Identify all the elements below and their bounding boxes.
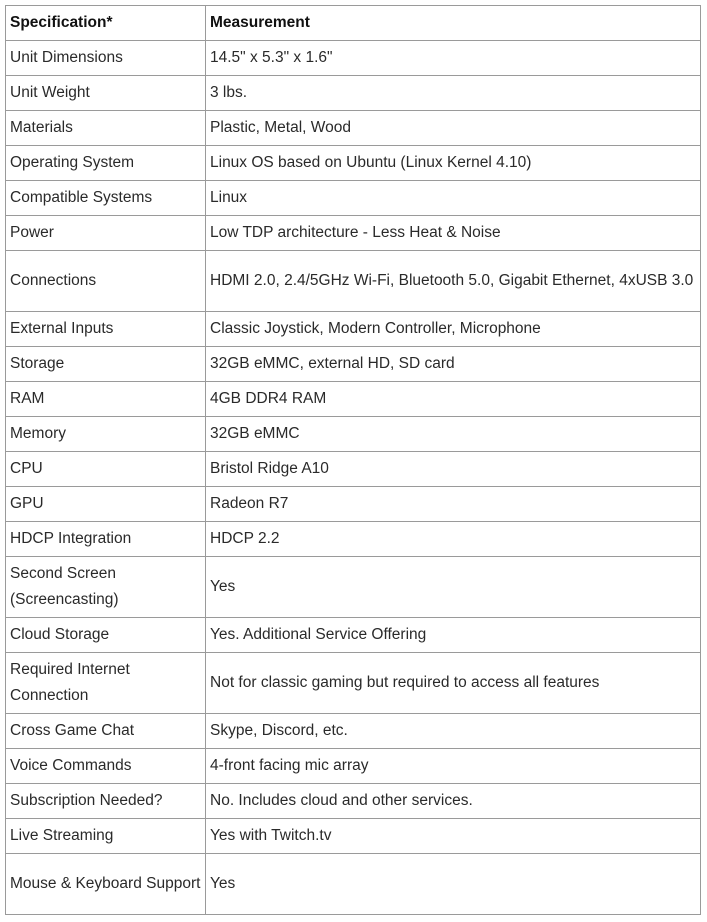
spec-label: Mouse & Keyboard Support — [6, 854, 206, 915]
table-row — [6, 76, 701, 111]
header-specification: Specification* — [6, 6, 206, 41]
spec-label: Subscription Needed? — [6, 784, 206, 819]
spec-value: Yes with Twitch.tv — [206, 819, 701, 854]
header-row — [6, 6, 701, 41]
spec-label: Live Streaming — [6, 819, 206, 854]
spec-value: Not for classic gaming but required to access all features — [206, 653, 701, 714]
spec-label: Connections — [6, 251, 206, 312]
spec-table — [5, 5, 701, 915]
table-row — [6, 216, 701, 251]
spec-label: Storage — [6, 347, 206, 382]
spec-label: Cross Game Chat — [6, 714, 206, 749]
spec-label: Power — [6, 216, 206, 251]
table-row — [6, 251, 701, 312]
spec-label: Cloud Storage — [6, 618, 206, 653]
spec-value: Yes. Additional Service Offering — [206, 618, 701, 653]
table-row — [6, 714, 701, 749]
spec-value: 14.5" x 5.3" x 1.6" — [206, 41, 701, 76]
spec-value: 3 lbs. — [206, 76, 701, 111]
spec-value: Classic Joystick, Modern Controller, Microphone — [206, 312, 701, 347]
spec-value: Linux — [206, 181, 701, 216]
spec-label: Operating System — [6, 146, 206, 181]
table-row — [6, 181, 701, 216]
spec-label: Unit Weight — [6, 76, 206, 111]
table-row — [6, 347, 701, 382]
spec-value: Yes — [206, 854, 701, 915]
spec-value: Skype, Discord, etc. — [206, 714, 701, 749]
spec-value: Linux OS based on Ubuntu (Linux Kernel 4.10) — [206, 146, 701, 181]
spec-value: 4-front facing mic array — [206, 749, 701, 784]
table-row — [6, 111, 701, 146]
spec-label: Second Screen (Screencasting) — [6, 557, 206, 618]
spec-label: RAM — [6, 382, 206, 417]
spec-value: Radeon R7 — [206, 487, 701, 522]
spec-label: External Inputs — [6, 312, 206, 347]
spec-value: 4GB DDR4 RAM — [206, 382, 701, 417]
table-row — [6, 487, 701, 522]
table-row — [6, 452, 701, 487]
spec-label: Materials — [6, 111, 206, 146]
spec-value: Yes — [206, 557, 701, 618]
spec-label: GPU — [6, 487, 206, 522]
table-row — [6, 784, 701, 819]
table-row — [6, 557, 701, 618]
table-row — [6, 653, 701, 714]
table-row — [6, 618, 701, 653]
table-row — [6, 522, 701, 557]
spec-label: Compatible Systems — [6, 181, 206, 216]
spec-label: Required Internet Connection — [6, 653, 206, 714]
spec-label: CPU — [6, 452, 206, 487]
spec-value: HDMI 2.0, 2.4/5GHz Wi-Fi, Bluetooth 5.0, Gigabit Ethernet, 4xUSB 3.0 — [206, 251, 701, 312]
header-measurement: Measurement — [206, 6, 701, 41]
spec-value: 32GB eMMC, external HD, SD card — [206, 347, 701, 382]
spec-label: Memory — [6, 417, 206, 452]
table-row — [6, 417, 701, 452]
table-row — [6, 749, 701, 784]
table-row — [6, 312, 701, 347]
table-row — [6, 382, 701, 417]
spec-value: HDCP 2.2 — [206, 522, 701, 557]
spec-value: Bristol Ridge A10 — [206, 452, 701, 487]
spec-label: Unit Dimensions — [6, 41, 206, 76]
spec-label: Voice Commands — [6, 749, 206, 784]
spec-value: Plastic, Metal, Wood — [206, 111, 701, 146]
table-row — [6, 146, 701, 181]
table-row — [6, 854, 701, 915]
spec-value: No. Includes cloud and other services. — [206, 784, 701, 819]
spec-value: 32GB eMMC — [206, 417, 701, 452]
spec-label: HDCP Integration — [6, 522, 206, 557]
table-row — [6, 41, 701, 76]
spec-value: Low TDP architecture - Less Heat & Noise — [206, 216, 701, 251]
table-row — [6, 819, 701, 854]
